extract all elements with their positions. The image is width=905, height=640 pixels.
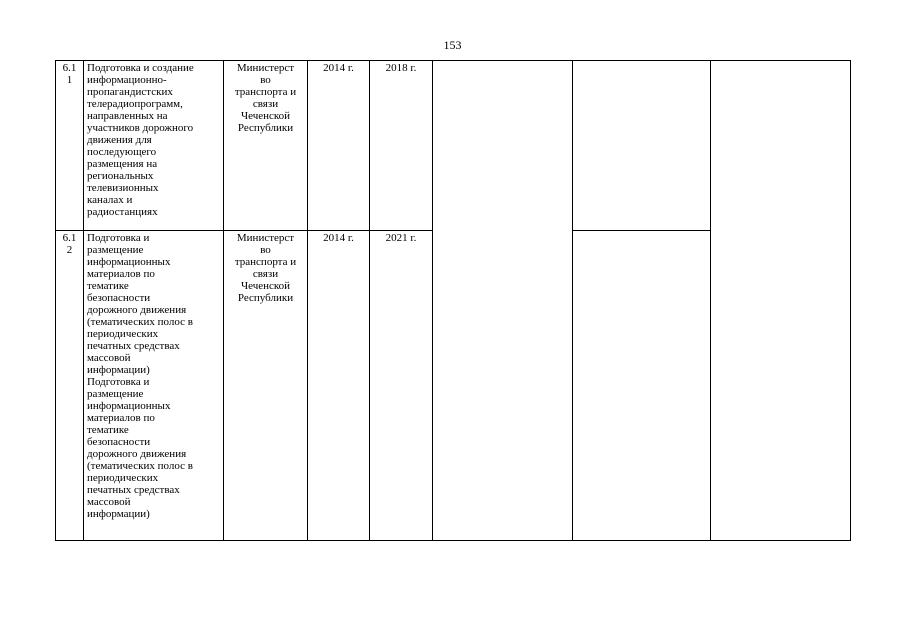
end-year-cell: 2021 г. bbox=[370, 231, 433, 541]
activity-name-line: материалов по bbox=[87, 412, 155, 424]
executor-line: Министерст bbox=[236, 232, 295, 244]
activity-name-line: массовой bbox=[87, 352, 131, 364]
activity-name-line: печатных средствах bbox=[87, 340, 180, 352]
activity-name-line: последующего bbox=[87, 146, 157, 158]
executor-line: Министерст bbox=[236, 62, 295, 74]
activity-name-line: Подготовка и создание bbox=[87, 62, 194, 74]
activity-name-line: телерадиопрограмм, bbox=[87, 98, 183, 110]
empty-cell bbox=[573, 231, 711, 541]
activity-name-line: (тематических полос в bbox=[87, 316, 193, 328]
executor-line: транспорта и bbox=[234, 256, 297, 268]
activity-name-line: телевизионных bbox=[87, 182, 159, 194]
executor-line: Чеченской bbox=[240, 110, 291, 122]
executor-line: Республики bbox=[237, 122, 294, 134]
row-number-line: 6.1 bbox=[62, 62, 77, 74]
activity-name-line: тематике bbox=[87, 280, 129, 292]
empty-cell bbox=[573, 61, 711, 231]
activity-name-line: периодических bbox=[87, 328, 159, 340]
activity-name-line: радиостанциях bbox=[87, 206, 158, 218]
start-year-cell: 2014 г. bbox=[308, 61, 370, 231]
activity-name-line: информационно- bbox=[87, 74, 167, 86]
activity-name-line: информационных bbox=[87, 400, 171, 412]
row-number-line: 2 bbox=[66, 244, 73, 256]
executor-line: связи bbox=[252, 98, 279, 110]
activity-name-line: информации) bbox=[87, 508, 150, 520]
activity-name-line: каналах и bbox=[87, 194, 133, 206]
activity-name-line: информационных bbox=[87, 256, 171, 268]
activity-name-line: печатных средствах bbox=[87, 484, 180, 496]
empty-cell bbox=[711, 61, 851, 541]
activity-name-line: тематике bbox=[87, 424, 129, 436]
row-number-line: 6.1 bbox=[62, 232, 77, 244]
activity-name-line: периодических bbox=[87, 472, 159, 484]
executor-line: транспорта и bbox=[234, 86, 297, 98]
end-year-cell: 2018 г. bbox=[370, 61, 433, 231]
activity-name-cell bbox=[84, 61, 224, 231]
executor-cell bbox=[224, 231, 308, 541]
executor-line: во bbox=[260, 74, 271, 86]
executor-line: связи bbox=[252, 268, 279, 280]
row-number-cell bbox=[56, 231, 84, 541]
activity-name-line: безопасности bbox=[87, 436, 151, 448]
row-number-line: 1 bbox=[66, 74, 73, 86]
activity-name-cell bbox=[84, 231, 224, 541]
activity-name-line: пропагандистских bbox=[87, 86, 173, 98]
activity-name-line: информации) bbox=[87, 364, 150, 376]
row-number-cell bbox=[56, 61, 84, 231]
activity-name-line: Подготовка и bbox=[87, 376, 150, 388]
executor-line: во bbox=[260, 244, 271, 256]
activity-name-line: дорожного движения bbox=[87, 448, 187, 460]
activity-name-line: Подготовка и bbox=[87, 232, 150, 244]
activity-name-line: размещение bbox=[87, 388, 144, 400]
activity-name-line: дорожного движения bbox=[87, 304, 187, 316]
executor-cell bbox=[224, 61, 308, 231]
activity-name-line: размещение bbox=[87, 244, 144, 256]
activity-name-line: материалов по bbox=[87, 268, 155, 280]
activity-name-line: массовой bbox=[87, 496, 131, 508]
activity-name-line: региональных bbox=[87, 170, 154, 182]
activity-name-line: движения для bbox=[87, 134, 152, 146]
start-year-cell: 2014 г. bbox=[308, 231, 370, 541]
empty-cell bbox=[433, 61, 573, 541]
activity-name-line: (тематических полос в bbox=[87, 460, 193, 472]
table-row bbox=[56, 61, 851, 231]
activity-name-line: участников дорожного bbox=[87, 122, 194, 134]
activity-name-line: направленных на bbox=[87, 110, 168, 122]
executor-line: Республики bbox=[237, 292, 294, 304]
activity-name-line: размещения на bbox=[87, 158, 158, 170]
page-number: 153 bbox=[443, 38, 462, 52]
executor-line: Чеченской bbox=[240, 280, 291, 292]
program-table bbox=[55, 60, 851, 541]
activity-name-line: безопасности bbox=[87, 292, 151, 304]
